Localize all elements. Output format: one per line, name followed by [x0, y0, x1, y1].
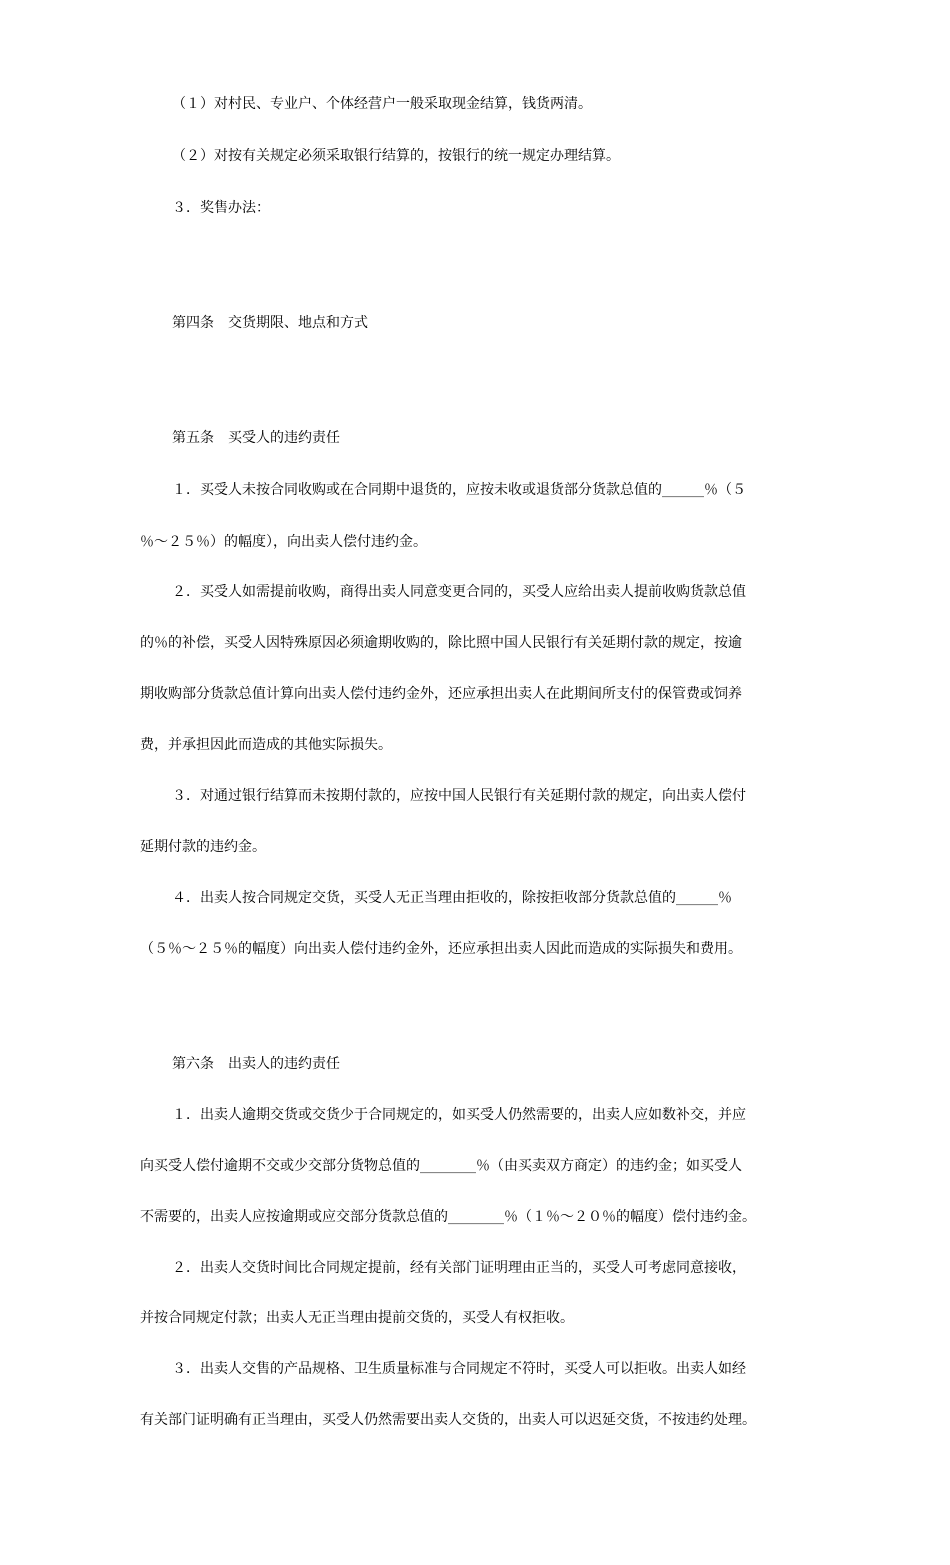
- article-5-clause-1-line-1: １．买受人未按合同收购或在合同期中退货的，应按未收或退货部分货款总值的______％（５: [172, 482, 746, 498]
- payment-item-bank: （２）对按有关规定必须采取银行结算的，按银行的统一规定办理结算。: [172, 148, 620, 164]
- article-6-clause-1-line-2: 向买受人偿付逾期不交或少交部分货物总值的________％（由买卖双方商定）的违约金；如买受人: [140, 1158, 742, 1174]
- article-6-clause-1-line-1: １．出卖人逾期交货或交货少于合同规定的，如买受人仍然需要的，出卖人应如数补交，并应: [172, 1107, 746, 1123]
- article-5-clause-1-line-2: ％～２５％）的幅度），向出卖人偿付违约金。: [140, 534, 427, 550]
- article-5-clause-2-line-3: 期收购部分货款总值计算向出卖人偿付违约金外，还应承担出卖人在此期间所支付的保管费或饲养: [140, 686, 742, 702]
- article-5-clause-4-line-2: （５％～２５％的幅度）向出卖人偿付违约金外，还应承担出卖人因此而造成的实际损失和费用。: [140, 941, 742, 957]
- article-6-clause-3-line-2: 有关部门证明确有正当理由，买受人仍然需要出卖人交货的，出卖人可以迟延交货，不按违约处理。: [140, 1412, 756, 1428]
- payment-item-cash: （１）对村民、专业户、个体经营户一般采取现金结算，钱货两清。: [172, 96, 592, 112]
- article-5-heading: 第五条 买受人的违约责任: [172, 430, 340, 446]
- article-6-heading: 第六条 出卖人的违约责任: [172, 1056, 340, 1072]
- article-6-clause-2-line-2: 并按合同规定付款；出卖人无正当理由提前交货的，买受人有权拒收。: [140, 1310, 574, 1326]
- article-5-clause-4-line-1: ４．出卖人按合同规定交货，买受人无正当理由拒收的，除按拒收部分货款总值的______％: [172, 890, 732, 906]
- article-6-clause-3-line-1: ３．出卖人交售的产品规格、卫生质量标准与合同规定不符时，买受人可以拒收。出卖人如经: [172, 1361, 746, 1377]
- sales-reward-method: ３．奖售办法：: [172, 200, 270, 216]
- article-4-heading: 第四条 交货期限、地点和方式: [172, 315, 368, 331]
- article-5-clause-2-line-4: 费，并承担因此而造成的其他实际损失。: [140, 737, 392, 753]
- article-5-clause-3-line-1: ３．对通过银行结算而未按期付款的，应按中国人民银行有关延期付款的规定，向出卖人偿付: [172, 788, 746, 804]
- article-5-clause-2-line-1: ２．买受人如需提前收购，商得出卖人同意变更合同的，买受人应给出卖人提前收购货款总值: [172, 584, 746, 600]
- article-6-clause-2-line-1: ２．出卖人交货时间比合同规定提前，经有关部门证明理由正当的，买受人可考虑同意接收，: [172, 1260, 746, 1276]
- article-5-clause-3-line-2: 延期付款的违约金。: [140, 839, 266, 855]
- article-5-clause-2-line-2: 的％的补偿，买受人因特殊原因必须逾期收购的，除比照中国人民银行有关延期付款的规定，按逾: [140, 635, 742, 651]
- article-6-clause-1-line-3: 不需要的，出卖人应按逾期或应交部分货款总值的________％（１％～２０％的幅度）偿付违约金。: [140, 1209, 756, 1225]
